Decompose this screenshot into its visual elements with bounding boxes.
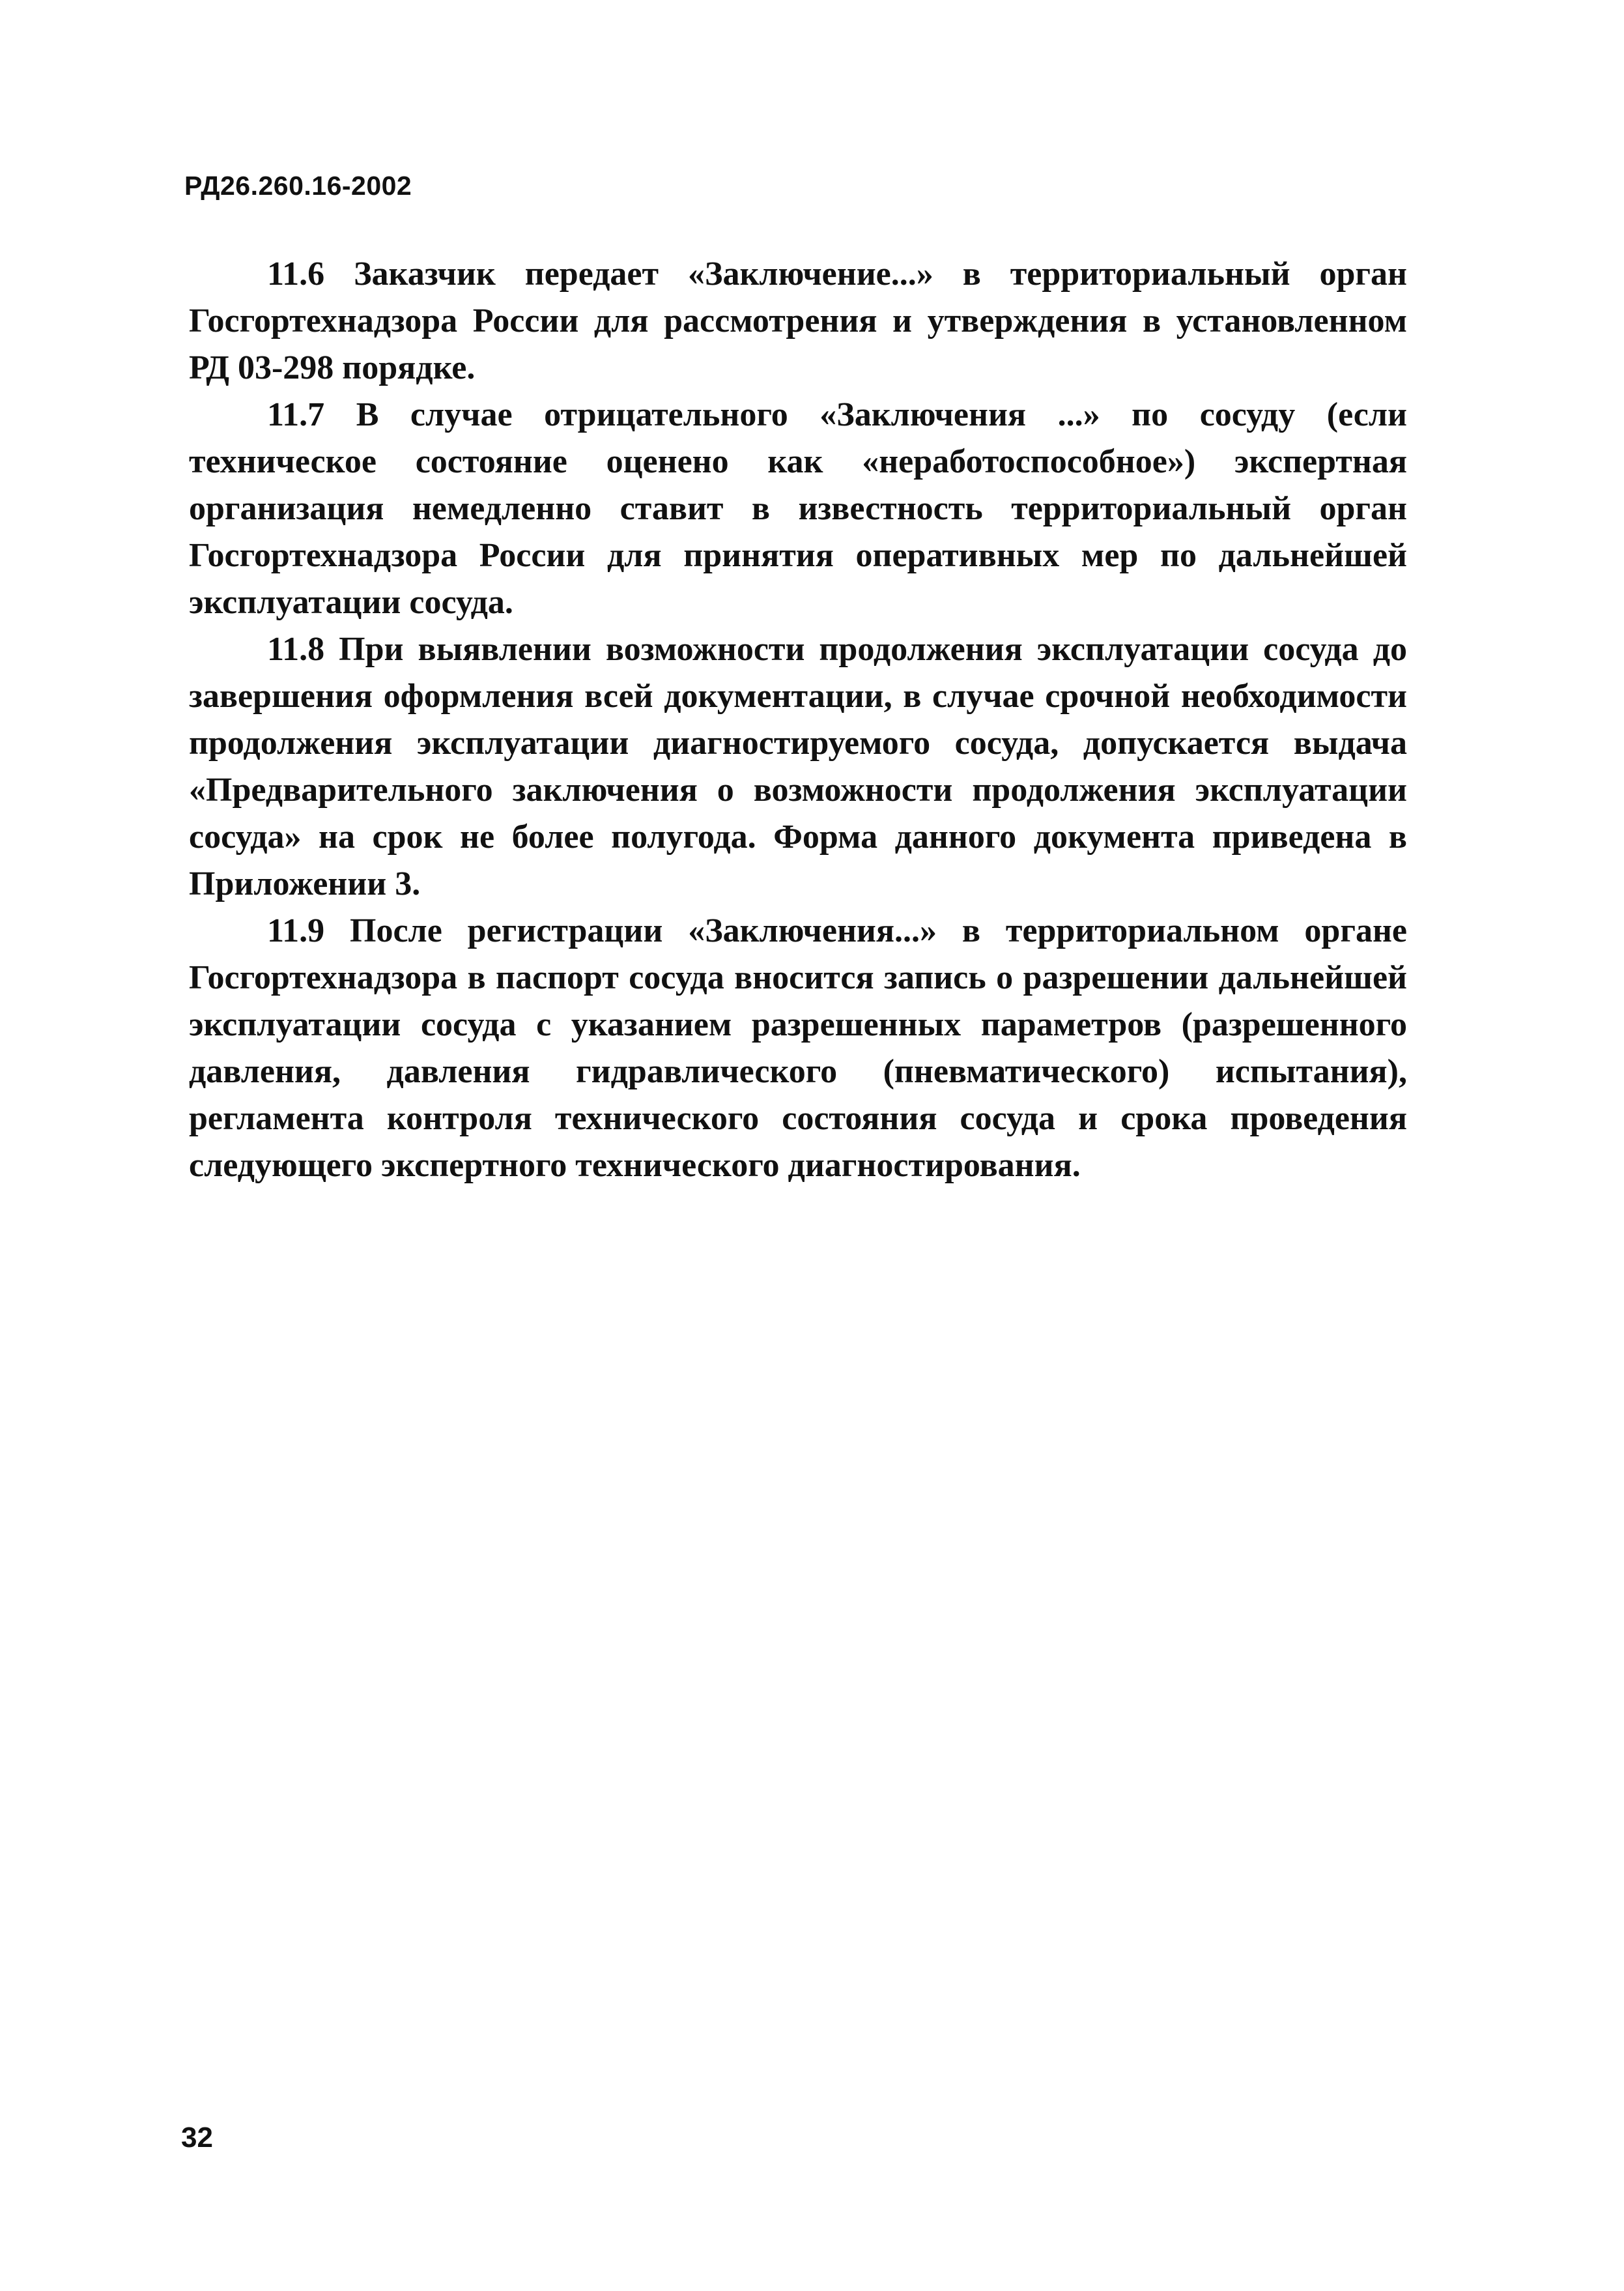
paragraph-11-8: 11.8 При выявлении возможности продолжения эксплуатации сосуда до завершения оформления всей документации, в случае срочной необходимости продолжения эксплуатации диагностируемого сосуда, допускается выдача «Предварительного заключения о возможности продолжения эксплуатации сосуда» на срок не более полугода. Форма данного документа приведена в Приложении 3. [189, 631, 1407, 902]
paragraph-11-6: 11.6 Заказчик передает «Заключение...» в территориальный орган Госгортехнадзора России для рассмотрения и утверждения в установленном РД 03-298 порядке. [189, 255, 1407, 386]
document-code-header: РД26.260.16-2002 [184, 171, 412, 201]
page-number: 32 [181, 2122, 213, 2154]
document-body [189, 251, 1407, 1189]
paragraph-11-7: 11.7 В случае отрицательного «Заключения ...» по сосуду (если техническое состояние оценено как «неработоспособное») экспертная организация немедленно ставит в известность территориальный орган Госгортехнадзора России для принятия оперативных мер по дальнейшей эксплуатации сосуда. [189, 396, 1407, 621]
paragraph-11-9: 11.9 После регистрации «Заключения...» в территориальном органе Госгортехнадзора в паспорт сосуда вносится запись о разрешении дальнейшей эксплуатации сосуда с указанием разрешенных параметров (разрешенного давления, давления гидравлического (пневматического) испытания), регламента контроля технического состояния сосуда и срока проведения следующего экспертного технического диагностирования. [189, 912, 1407, 1184]
